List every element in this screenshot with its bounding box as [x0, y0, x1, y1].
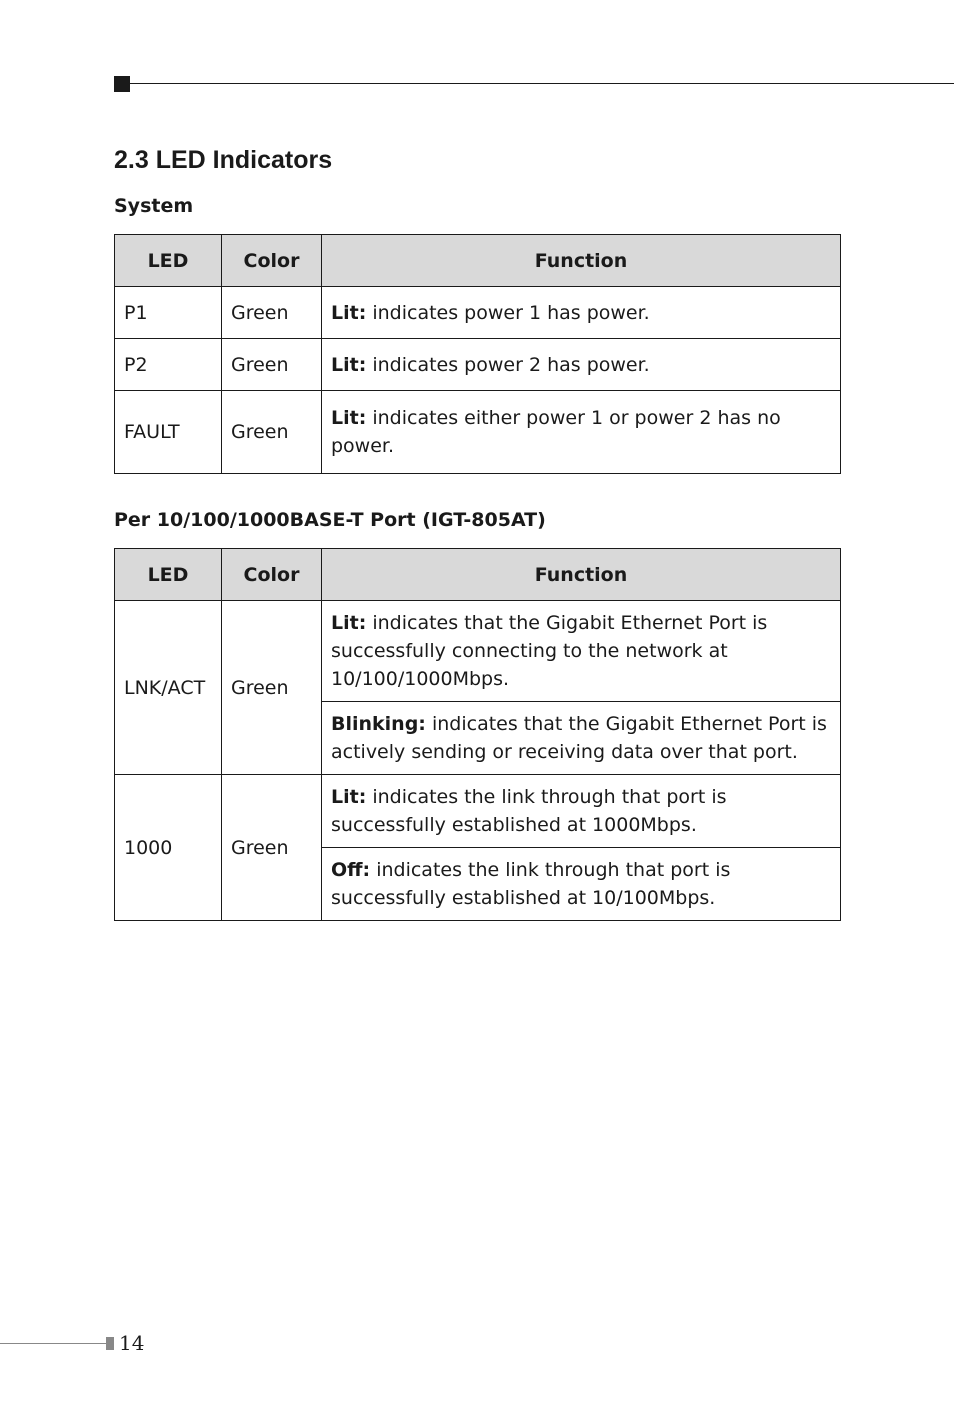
function-cell	[322, 287, 841, 339]
column-header-function: Function	[322, 235, 841, 287]
function-cell	[322, 702, 841, 775]
color-cell: Green	[222, 775, 322, 921]
footer-square-mark	[106, 1337, 114, 1350]
function-cell	[322, 339, 841, 391]
function-text: indicates power 2 has power.	[366, 353, 650, 376]
function-label: Lit:	[331, 786, 367, 808]
table-row	[115, 391, 841, 474]
table-row	[115, 601, 841, 702]
system-heading: System	[114, 195, 194, 217]
function-label: Lit:	[331, 353, 367, 376]
led-cell: FAULT	[115, 391, 222, 474]
port-heading: Per 10/100/1000BASE-T Port (IGT-805AT)	[114, 509, 546, 531]
section-title: 2.3 LED Indicators	[114, 146, 333, 174]
function-label: Off:	[331, 859, 371, 881]
function-cell	[322, 775, 841, 848]
function-label: Lit:	[331, 407, 367, 429]
column-header-led: LED	[115, 235, 222, 287]
table-row	[115, 775, 841, 848]
color-cell: Green	[222, 391, 322, 474]
table-header-row	[115, 549, 841, 601]
led-cell: LNK/ACT	[115, 601, 222, 775]
table-row	[115, 287, 841, 339]
column-header-led: LED	[115, 549, 222, 601]
table-header-row	[115, 235, 841, 287]
led-cell: 1000	[115, 775, 222, 921]
function-cell	[322, 848, 841, 921]
column-header-function: Function	[322, 549, 841, 601]
column-header-color: Color	[222, 235, 322, 287]
table-row	[115, 339, 841, 391]
column-header-color: Color	[222, 549, 322, 601]
function-label: Blinking:	[331, 713, 426, 735]
header-rule	[130, 83, 954, 84]
function-label: Lit:	[331, 612, 367, 634]
function-cell	[322, 391, 841, 474]
function-text: indicates either power 1 or power 2 has no power.	[331, 407, 781, 457]
function-text: indicates that the Gigabit Ethernet Port is successfully connecting to the network at 10/100/1000Mbps.	[331, 612, 768, 690]
function-text: indicates power 1 has power.	[366, 301, 650, 324]
function-text: indicates the link through that port is successfully established at 10/100Mbps.	[331, 859, 731, 909]
color-cell: Green	[222, 339, 322, 391]
function-cell	[322, 601, 841, 702]
port-led-table	[114, 548, 841, 921]
function-label: Lit:	[331, 301, 367, 324]
function-text: indicates that the Gigabit Ethernet Port is actively sending or receiving data over that port.	[331, 713, 827, 763]
color-cell: Green	[222, 287, 322, 339]
led-cell: P1	[115, 287, 222, 339]
system-led-table	[114, 234, 841, 474]
led-cell: P2	[115, 339, 222, 391]
function-text: indicates the link through that port is successfully established at 1000Mbps.	[331, 786, 727, 836]
header-square-mark	[114, 76, 130, 92]
page-number: 14	[119, 1331, 145, 1355]
color-cell: Green	[222, 601, 322, 775]
footer-rule	[0, 1343, 106, 1344]
